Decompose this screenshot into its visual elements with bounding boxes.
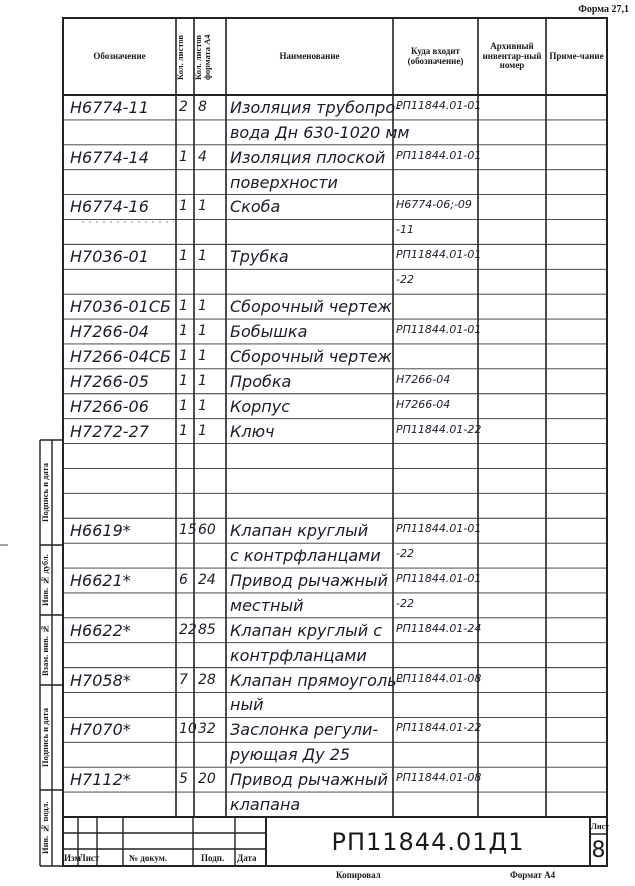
- col-sheets-a4-header: Кол. листов формата А4: [193, 34, 212, 80]
- col-name-header: Наименование: [279, 50, 340, 61]
- cell-sheets: 1: [179, 372, 188, 389]
- stamp-sheet-label: Лист: [591, 822, 610, 831]
- cell-a4: 1: [198, 198, 207, 215]
- cell-a4: 28: [198, 671, 216, 688]
- cell-sheets: 1: [179, 198, 188, 215]
- document-code: РП11844.01Д1: [331, 827, 525, 856]
- cell-designation: Н7266-04: [70, 321, 149, 341]
- stamp-doc-no: № докум.: [129, 853, 168, 863]
- cell-sheets: 1: [179, 298, 188, 315]
- cell-used-in: РП11844.01-01: [396, 98, 482, 112]
- cell-a4: 32: [198, 721, 216, 738]
- cell-name: Сборочный чертеж: [230, 297, 392, 317]
- cell-used-in: РП11844.01-01: [396, 571, 482, 585]
- cell-designation: Н7266-04СБ: [70, 346, 172, 366]
- cell-designation: Н6621*: [70, 570, 131, 590]
- stamp-change: Изм: [64, 853, 81, 863]
- form-label: Форма 27,1: [578, 4, 629, 15]
- col-used-in-header: Куда входит (обозначение): [407, 46, 464, 66]
- cell-used-in: РП11844.01-08: [396, 671, 482, 685]
- cell-used-in: РП11844.01-01: [396, 522, 482, 536]
- cell-used-in: -22: [396, 596, 414, 610]
- cell-sheets: 2: [179, 98, 188, 115]
- cell-a4: 1: [198, 248, 207, 265]
- cell-sheets: 10: [179, 721, 197, 738]
- cell-designation: Н7272-27: [70, 421, 149, 441]
- cell-name: Привод рычажный: [230, 570, 388, 590]
- cell-name: Клапан круглый с: [230, 620, 383, 640]
- cell-designation: Н7112*: [70, 770, 131, 790]
- cell-sheets: 1: [179, 248, 188, 265]
- cell-a4: 60: [198, 522, 216, 539]
- cell-name: Клапан круглый: [230, 521, 369, 541]
- side-replaces-inv: Взам. инв. №: [40, 624, 50, 677]
- cell-name: Бобышка: [230, 321, 308, 341]
- cell-name: Изоляция плоской: [230, 147, 386, 167]
- cell-used-in: РП11844.01-24: [396, 621, 482, 635]
- side-sign-date-1: Подпись и дата: [40, 463, 50, 522]
- cell-a4: 1: [198, 347, 207, 364]
- cell-designation: Н6622*: [70, 620, 131, 640]
- cell-name: Пробка: [230, 371, 292, 391]
- cell-used-in: РП11844.01-01: [396, 248, 482, 262]
- stamp-signature: Подп.: [201, 853, 225, 863]
- cell-used-in: РП11844.01-01: [396, 322, 482, 336]
- col-sheets-header: Кол. листов: [175, 34, 185, 80]
- cell-name: Скоба: [230, 197, 281, 217]
- cell-name: контрфланцами: [230, 645, 367, 665]
- footer-format: Формат А4: [510, 870, 556, 880]
- cell-used-in: Н7266-04: [396, 372, 451, 386]
- stamp-sheet: Лист: [79, 853, 100, 863]
- cell-sheets: 1: [179, 347, 188, 364]
- cell-name: Клапан прямоуголь-: [230, 670, 403, 690]
- cell-sheets: 15: [179, 522, 197, 539]
- side-inv-dup: Инв. № дубл.: [40, 554, 50, 606]
- cell-a4: 1: [198, 322, 207, 339]
- cell-name: Сборочный чертеж: [230, 346, 392, 366]
- cell-used-in: РП11844.01-01: [396, 148, 482, 162]
- cell-name: поверхности: [230, 172, 338, 192]
- cell-used-in: -22: [396, 273, 414, 287]
- cell-name: Трубка: [230, 247, 289, 267]
- cell-name: с контрфланцами: [230, 546, 381, 566]
- cell-designation: Н7058*: [70, 670, 131, 690]
- cell-designation: Н7070*: [70, 720, 131, 740]
- cell-name: Изоляция трубопро-: [230, 97, 401, 117]
- cell-a4: 1: [198, 397, 207, 414]
- cell-designation: Н6619*: [70, 521, 131, 541]
- cell-designation: Н7036-01: [70, 247, 149, 267]
- cell-name: Корпус: [230, 396, 291, 416]
- cell-designation: Н7036-01СБ: [70, 297, 172, 317]
- cell-name: Ключ: [230, 421, 275, 441]
- cell-used-in: Н7266-04: [396, 397, 451, 411]
- cell-name: клапана: [230, 795, 301, 814]
- col-designation-header: Обозначение: [93, 50, 146, 61]
- cell-a4: 1: [198, 298, 207, 315]
- cell-a4: 20: [198, 771, 216, 788]
- cell-designation: Н6774-14: [70, 147, 149, 167]
- col-note-header: Приме-чание: [549, 50, 604, 61]
- side-inv-orig: Инв. № подл.: [40, 801, 50, 855]
- cell-sheets: 6: [179, 571, 188, 588]
- cell-used-in: РП11844.01-22: [396, 721, 482, 735]
- cell-designation: Н7266-06: [70, 396, 149, 416]
- cell-a4: 4: [198, 148, 207, 165]
- cell-a4: 1: [198, 372, 207, 389]
- cell-name: Привод рычажный: [230, 770, 388, 790]
- stamp-date: Дата: [237, 853, 257, 863]
- cell-name: вода Дн 630-1020 мм: [230, 122, 410, 142]
- cell-a4: 24: [198, 571, 216, 588]
- cell-sheets: 1: [179, 397, 188, 414]
- cell-a4: 8: [198, 98, 207, 115]
- cell-sheets: 1: [179, 148, 188, 165]
- cell-designation: Н6774-16: [70, 197, 149, 217]
- cell-used-in: Н6774-06;-09: [396, 198, 472, 212]
- cell-name: ный: [230, 695, 264, 715]
- cell-name: рующая Ду 25: [230, 745, 351, 765]
- cell-used-in: РП11844.01-08: [396, 771, 482, 785]
- cell-used-in: РП11844.01-22: [396, 422, 482, 436]
- cell-used-in: -22: [396, 547, 414, 561]
- cell-designation: Н7266-05: [70, 371, 149, 391]
- cell-name: местный: [230, 595, 304, 615]
- col-archive-header: Архивный инвентар-ный номер: [482, 41, 542, 71]
- cell-sheets: 1: [179, 322, 188, 339]
- cell-sheets: 22: [179, 621, 197, 638]
- cell-a4: 85: [198, 621, 216, 638]
- footer-checked: Копировал: [336, 870, 381, 880]
- cell-designation: Н6774-11: [70, 97, 149, 117]
- cell-sheets: 7: [179, 671, 188, 688]
- sheet-number: 8: [591, 837, 606, 863]
- cell-a4: 1: [198, 422, 207, 439]
- side-sign-date-2: Подпись и дата: [40, 708, 50, 767]
- cell-name: Заслонка регули-: [230, 720, 379, 740]
- cell-used-in: -11: [396, 223, 414, 237]
- cell-sheets: 5: [179, 771, 188, 788]
- cell-sheets: 1: [179, 422, 188, 439]
